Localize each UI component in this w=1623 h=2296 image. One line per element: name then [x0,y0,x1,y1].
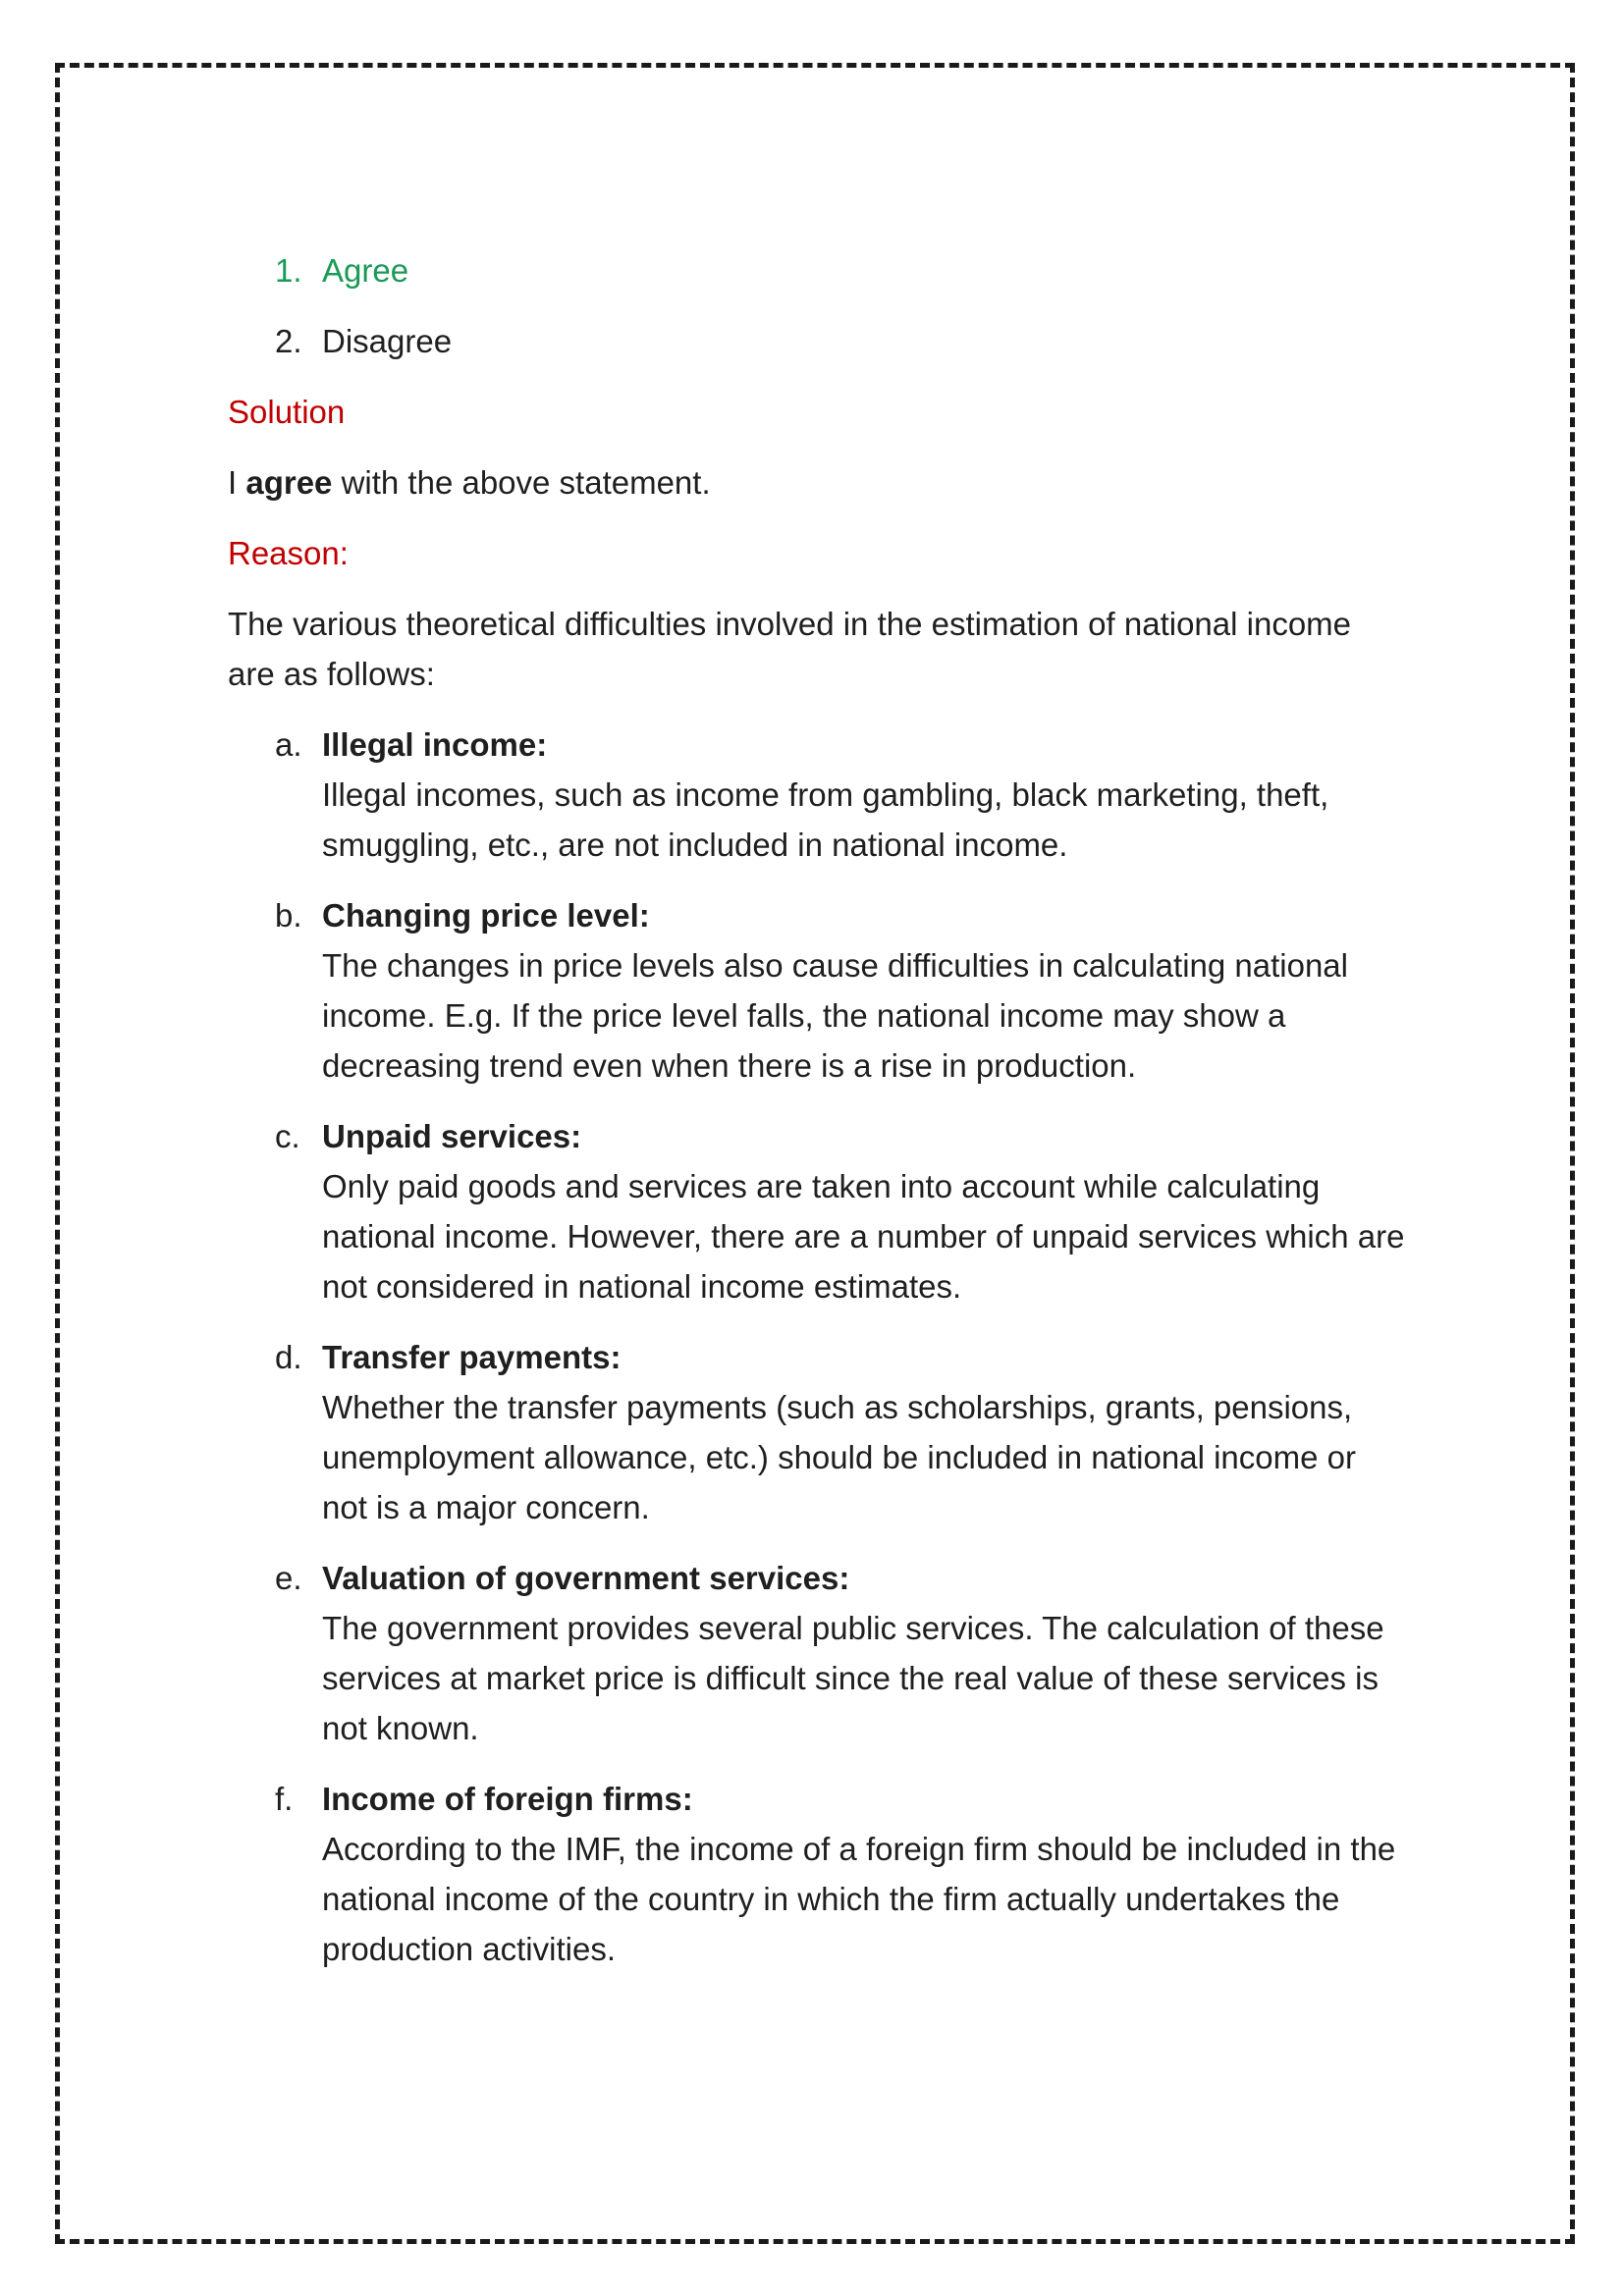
item-text: Illegal incomes, such as income from gambling, black marketing, theft, smuggling, etc., are not included in national income. [322,776,1329,863]
item-body [322,1774,1406,1974]
item-letter: c. [275,1118,300,1154]
difficulty-item-transfer-payments [275,1332,1406,1532]
intro-paragraph: The various theoretical difficulties involved in the estimation of national income are as follows: [228,606,1352,692]
option-agree [275,245,1406,295]
difficulty-item-government-services [275,1553,1406,1753]
answer-statement [228,457,1406,507]
difficulty-item-illegal-income [275,720,1406,870]
item-text: Only paid goods and services are taken into account while calculating national income. However, there are a number of unpaid services which are not considered in national income estimates. [322,1168,1405,1305]
option-label: Disagree [322,323,453,359]
answer-keyword: agree [245,464,333,501]
difficulty-item-unpaid-services [275,1111,1406,1311]
item-letter: f. [275,1781,294,1817]
item-title: Illegal income: [322,726,548,763]
item-text: According to the IMF, the income of a foreign firm should be included in the national income of the country in which the firm actually undertakes the production activities. [322,1831,1396,1967]
item-letter: b. [275,897,302,934]
difficulty-item-changing-price-level [275,890,1406,1091]
item-text: The changes in price levels also cause difficulties in calculating national income. E.g. If the price level falls, the national income may show a decreasing trend even when there is a rise in production. [322,947,1348,1084]
option-label: Agree [322,252,409,289]
reason-heading: Reason: [228,535,349,571]
item-body [322,1553,1406,1753]
answer-prefix: I [228,464,246,501]
item-letter: e. [275,1560,302,1596]
item-body [322,1111,1406,1311]
item-title: Transfer payments: [322,1339,622,1375]
difficulty-item-foreign-firms [275,1774,1406,1974]
item-text: The government provides several public services. The calculation of these services at market price is difficult since the real value of these services is not known. [322,1610,1384,1746]
option-disagree [275,316,1406,366]
option-number: 1. [275,252,302,289]
item-letter: d. [275,1339,302,1375]
answer-suffix: with the above statement. [332,464,711,501]
option-number: 2. [275,323,302,359]
item-body [322,720,1406,870]
solution-heading: Solution [228,394,346,430]
item-text: Whether the transfer payments (such as scholarships, grants, pensions, unemployment allowance, etc.) should be included in national income or not is a major concern. [322,1389,1356,1525]
document-content [228,245,1406,1995]
item-title: Income of foreign firms: [322,1781,693,1817]
difficulty-list [228,720,1406,1974]
answer-options [228,245,1406,366]
item-body [322,1332,1406,1532]
item-title: Valuation of government services: [322,1560,850,1596]
item-title: Unpaid services: [322,1118,582,1154]
item-letter: a. [275,726,302,763]
item-title: Changing price level: [322,897,650,934]
item-body [322,890,1406,1091]
